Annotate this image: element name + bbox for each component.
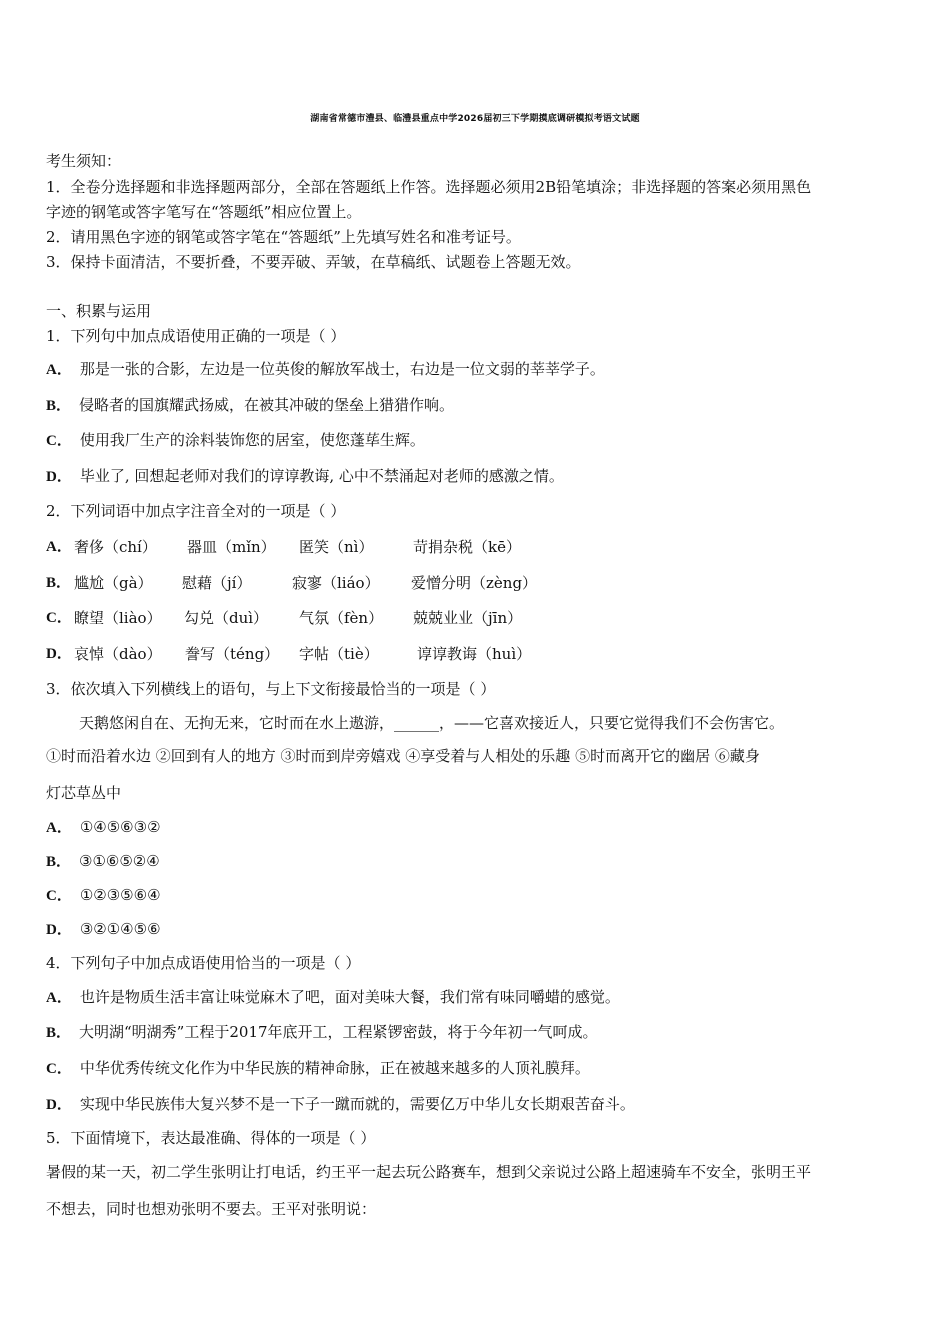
- sentence-choices: ①时而沿着水边 ②回到有人的地方 ③时而到岸旁嬉戏 ④享受着与人相处的乐趣 ⑤时而离开它的幽居 ⑥藏身: [46, 747, 760, 765]
- fill-blank: ______: [394, 714, 440, 732]
- pinyin-word: 誊写（téng）: [185, 645, 280, 663]
- notice-item: 1．全卷分选择题和非选择题两部分，全部在答题纸上作答。选择题必须用2B铅笔填涂；非选择题的答案必须用黑色: [46, 178, 812, 196]
- question-stem: 3．依次填入下列横线上的语句，与上下文衔接最恰当的一项是（ ）: [46, 680, 496, 698]
- question-stem: 1．下列句中加点成语使用正确的一项是（ ）: [46, 327, 346, 345]
- option-text: 中华优秀传统文化作为中华民族的精神命脉，正在被越来越多的人顶礼膜拜。: [79, 1059, 590, 1077]
- pinyin-word: 器皿（mǐn）: [187, 538, 276, 556]
- option-label: A．: [46, 362, 72, 378]
- pinyin-word: 哀悼（dào）: [74, 645, 162, 663]
- option-label: C．: [46, 1061, 72, 1077]
- option-label: B．: [46, 398, 72, 414]
- option-text: 毕业了, 回想起老师对我们的谆谆教诲, 心中不禁涌起对老师的感激之情。: [79, 467, 564, 485]
- option-b: [46, 395, 454, 416]
- option-a: [46, 817, 161, 838]
- pinyin-word: 勾兑（duì）: [184, 609, 269, 627]
- option-a: [46, 987, 620, 1008]
- question-stem: 4．下列句子中加点成语使用恰当的一项是（ ）: [46, 954, 361, 972]
- section-heading: 一、积累与运用: [46, 302, 152, 320]
- option-text: 那是一张的合影，左边是一位英俊的解放军战士，右边是一位文弱的莘莘学子。: [79, 360, 605, 378]
- option-text: 侵略者的国旗耀武扬威，在被其冲破的堡垒上猎猎作响。: [79, 396, 455, 414]
- option-b: [46, 851, 160, 872]
- passage-line: [79, 713, 784, 733]
- option-label: B．: [46, 575, 72, 591]
- notice-item: 字迹的钢笔或答字笔写在“答题纸”相应位置上。: [46, 203, 362, 221]
- option-c: [46, 885, 161, 906]
- notice-item: 2．请用黑色字迹的钢笔或答字笔在“答题纸”上先填写姓名和准考证号。: [46, 228, 521, 246]
- option-text: ①④⑤⑥③②: [79, 818, 161, 836]
- option-d: [46, 919, 161, 940]
- option-label: D．: [46, 1097, 72, 1113]
- option-label: A．: [46, 990, 72, 1006]
- notice-heading: 考生须知：: [46, 152, 122, 170]
- option-text: 大明湖“明湖秀”工程于2017年底开工，工程紧锣密鼓，将于今年初一气呵成。: [79, 1023, 598, 1041]
- pinyin-word: 谆谆教诲（huì）: [417, 645, 532, 663]
- option-text: 使用我厂生产的涂料装饰您的居室，使您蓬荜生辉。: [79, 431, 425, 449]
- option-text: ③②①④⑤⑥: [79, 920, 161, 938]
- pinyin-word: 字帖（tiè）: [299, 645, 379, 663]
- pinyin-word: 爱憎分明（zèng）: [411, 574, 538, 592]
- pinyin-word: 气氛（fèn）: [299, 609, 384, 627]
- pinyin-word: 尴尬（gà）: [74, 574, 153, 592]
- scenario-text: 暑假的某一天，初二学生张明让打电话，约王平一起去玩公路赛车，想到父亲说过公路上超速骑车不安全，张明王平: [46, 1163, 812, 1181]
- pinyin-word: 奢侈（chí）: [74, 538, 157, 556]
- pinyin-word: 瞭望（liào）: [74, 609, 162, 627]
- notice-item: 3．保持卡面清洁，不要折叠，不要弄破、弄皱，在草稿纸、试题卷上答题无效。: [46, 253, 581, 271]
- pinyin-word: 慰藉（jí）: [182, 574, 252, 592]
- passage-text: 天鹅悠闲自在、无拘无来，它时而在水上遨游，: [79, 714, 395, 732]
- option-label: C．: [46, 888, 72, 904]
- option-label: C．: [46, 610, 72, 626]
- option-label: C．: [46, 433, 72, 449]
- option-label: D．: [46, 922, 72, 938]
- option-text: ③①⑥⑤②④: [79, 852, 160, 870]
- option-a: [46, 359, 605, 380]
- option-b: [46, 1022, 598, 1043]
- question-stem: 2．下列词语中加点字注音全对的一项是（ ）: [46, 502, 346, 520]
- pinyin-word: 苛捐杂税（kē）: [413, 538, 521, 556]
- scenario-text: 不想去，同时也想劝张明不要去。王平对张明说：: [46, 1200, 377, 1218]
- option-text: 也许是物质生活丰富让味觉麻木了吧，面对美味大餐，我们常有味同嚼蜡的感觉。: [79, 988, 620, 1006]
- option-label: A．: [46, 539, 72, 555]
- sentence-choices: 灯芯草丛中: [46, 784, 122, 802]
- option-label: D．: [46, 646, 72, 662]
- option-label: B．: [46, 1025, 72, 1041]
- option-label: A．: [46, 820, 72, 836]
- pinyin-word: 寂寥（liáo）: [292, 574, 380, 592]
- option-d: [46, 1094, 635, 1115]
- question-stem: 5．下面情境下，表达最准确、得体的一项是（ ）: [46, 1129, 376, 1147]
- option-label: D．: [46, 469, 72, 485]
- exam-title: 湖南省常德市澧县、临澧县重点中学2026届初三下学期摸底调研模拟考语文试题: [310, 114, 640, 124]
- option-c: [46, 1058, 590, 1079]
- pinyin-word: 匿笑（nì）: [299, 538, 374, 556]
- pinyin-word: 兢兢业业（jīn）: [413, 609, 523, 627]
- option-d: [46, 466, 564, 487]
- option-label: B．: [46, 854, 72, 870]
- option-text: 实现中华民族伟大复兴梦不是一下子一蹴而就的，需要亿万中华儿女长期艰苦奋斗。: [79, 1095, 635, 1113]
- option-text: ①②③⑤⑥④: [79, 886, 161, 904]
- passage-text: ，——它喜欢接近人，只要它觉得我们不会伤害它。: [439, 714, 785, 732]
- option-c: [46, 430, 425, 451]
